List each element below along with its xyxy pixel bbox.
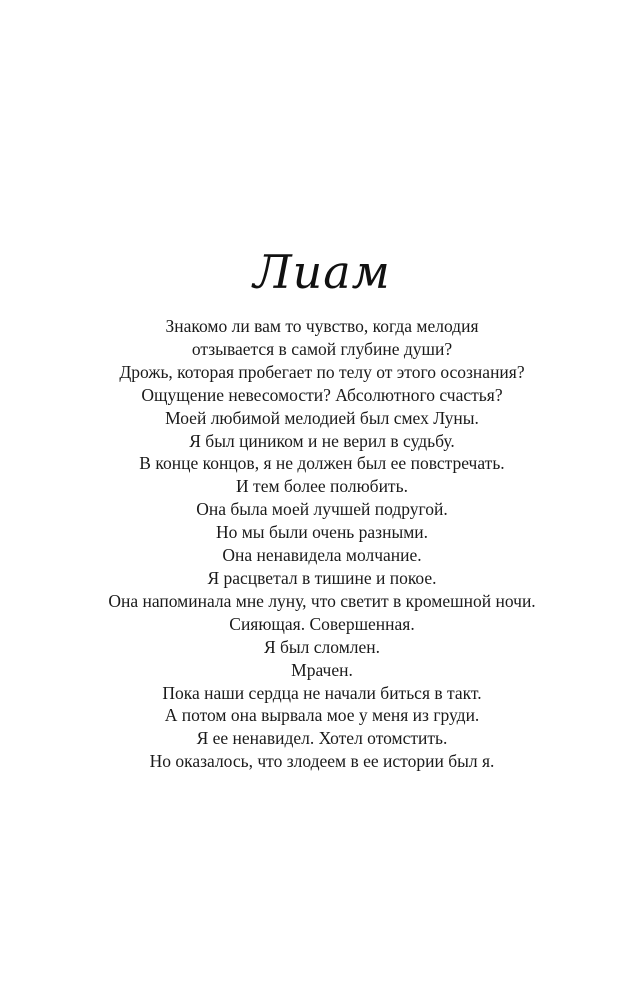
poem-line: Моей любимой мелодией был смех Луны.	[165, 407, 479, 428]
chapter-title: Лиам	[253, 245, 391, 299]
poem-line: Я расцветал в тишине и покое.	[207, 567, 437, 588]
poem-line: Она была моей лучшей подругой.	[196, 499, 448, 520]
poem-text	[0, 315, 644, 773]
poem-line: Она ненавидела молчание.	[222, 545, 422, 566]
poem-line: Но мы были очень разными.	[215, 522, 429, 543]
poem-line: Я был сломлен.	[263, 636, 381, 657]
poem-line: Пока наши сердца не начали биться в такт.	[162, 682, 482, 703]
poem-line: отзывается в самой глубине души?	[191, 338, 453, 359]
poem-line: И тем более полюбить.	[236, 476, 408, 497]
poem-line: Она напоминала мне луну, что светит в кромешной ночи.	[108, 590, 536, 611]
poem-line: Знакомо ли вам то чувство, когда мелодия	[165, 316, 479, 336]
poem-line: Я ее ненавидел. Хотел отомстить.	[196, 728, 448, 749]
poem-line: Сияющая. Совершенная.	[229, 613, 415, 634]
poem-line: А потом она вырвала мое у меня из груди.	[164, 705, 480, 726]
poem-line: Мрачен.	[291, 659, 353, 680]
poem-line: Но оказалось, что злодеем в ее истории был я.	[149, 751, 495, 772]
poem-line: Я был циником и не верил в судьбу.	[189, 430, 455, 451]
poem-line: В конце концов, я не должен был ее повстречать.	[139, 453, 505, 474]
poem-line: Ощущение невесомости? Абсолютного счастья?	[141, 384, 503, 405]
poem-line: Дрожь, которая пробегает по телу от этого осознания?	[119, 361, 525, 382]
